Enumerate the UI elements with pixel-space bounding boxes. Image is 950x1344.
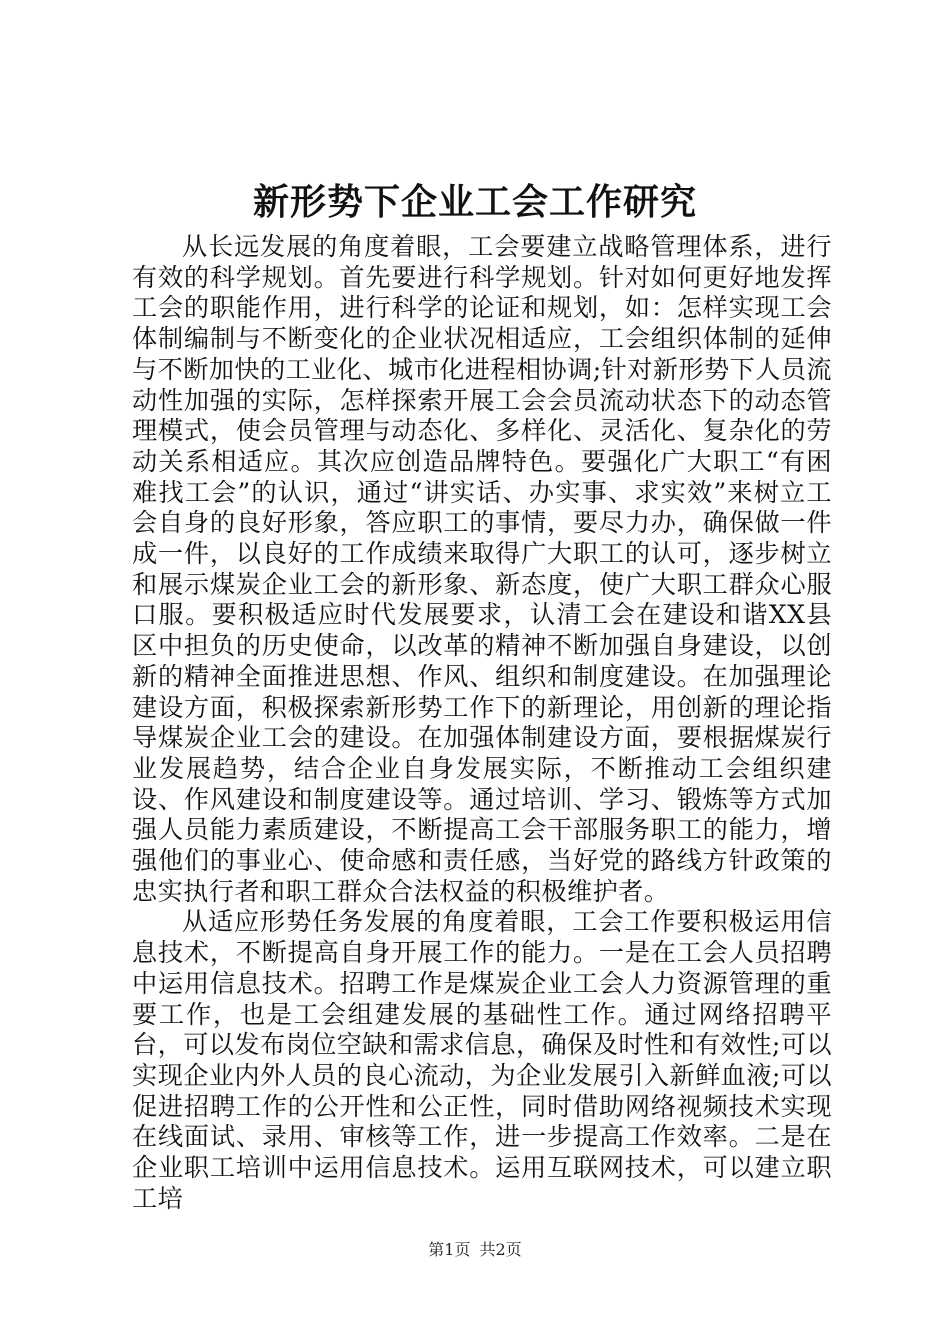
page-number-total: 共2页 xyxy=(479,1240,522,1259)
page-number-current: 第1页 xyxy=(428,1240,471,1259)
document-body xyxy=(132,232,832,1215)
paragraph-1: 从长远发展的角度着眼，工会要建立战略管理体系，进行有效的科学规划。首先要进行科学规划。针对如何更好地发挥工会的职能作用，进行科学的论证和规划，如：怎样实现工会体制编制与不断变化的企业状况相适应，工会组织体制的延伸与不断加快的工业化、城市化进程相协调;针对新形势下人员流动性加强的实际，怎样探索开展工会会员流动状态下的动态管理模式，使会员管理与动态化、多样化、灵活化、复杂化的劳动关系相适应。其次应创造品牌特色。要强化广大职工“有困难找工会”的认识，通过“讲实话、办实事、求实效”来树立工会自身的良好形象，答应职工的事情，要尽力办，确保做一件成一件，以良好的工作成绩来取得广大职工的认可，逐步树立和展示煤炭企业工会的新形象、新态度，使广大职工群众心服口服。要积极适应时代发展要求，认清工会在建设和谐XX县区中担负的历史使命，以改革的精神不断加强自身建设，以创新的精神全面推进思想、作风、组织和制度建设。在加强理论建设方面，积极探索新形势工作下的新理论，用创新的理论指导煤炭企业工会的建设。在加强体制建设方面，要根据煤炭行业发展趋势，结合企业自身发展实际，不断推动工会组织建设、作风建设和制度建设等。通过培训、学习、锻炼等方式加强人员能力素质建设，不断提高工会干部服务职工的能力，增强他们的事业心、使命感和责任感，当好党的路线方针政策的忠实执行者和职工群众合法权益的积极维护者。 xyxy=(132,232,832,906)
paragraph-2: 从适应形势任务发展的角度着眼，工会工作要积极运用信息技术，不断提高自身开展工作的能力。一是在工会人员招聘中运用信息技术。招聘工作是煤炭企业工会人力资源管理的重要工作，也是工会组建发展的基础性工作。通过网络招聘平台，可以发布岗位空缺和需求信息，确保及时性和有效性;可以实现企业内外人员的良心流动，为企业发展引入新鲜血液;可以促进招聘工作的公开性和公正性，同时借助网络视频技术实现在线面试、录用、审核等工作，进一步提高工作效率。二是在企业职工培训中运用信息技术。运用互联网技术，可以建立职工培 xyxy=(132,907,832,1213)
document-title: 新形势下企业工会工作研究 xyxy=(252,181,697,223)
page-footer xyxy=(0,1240,950,1260)
